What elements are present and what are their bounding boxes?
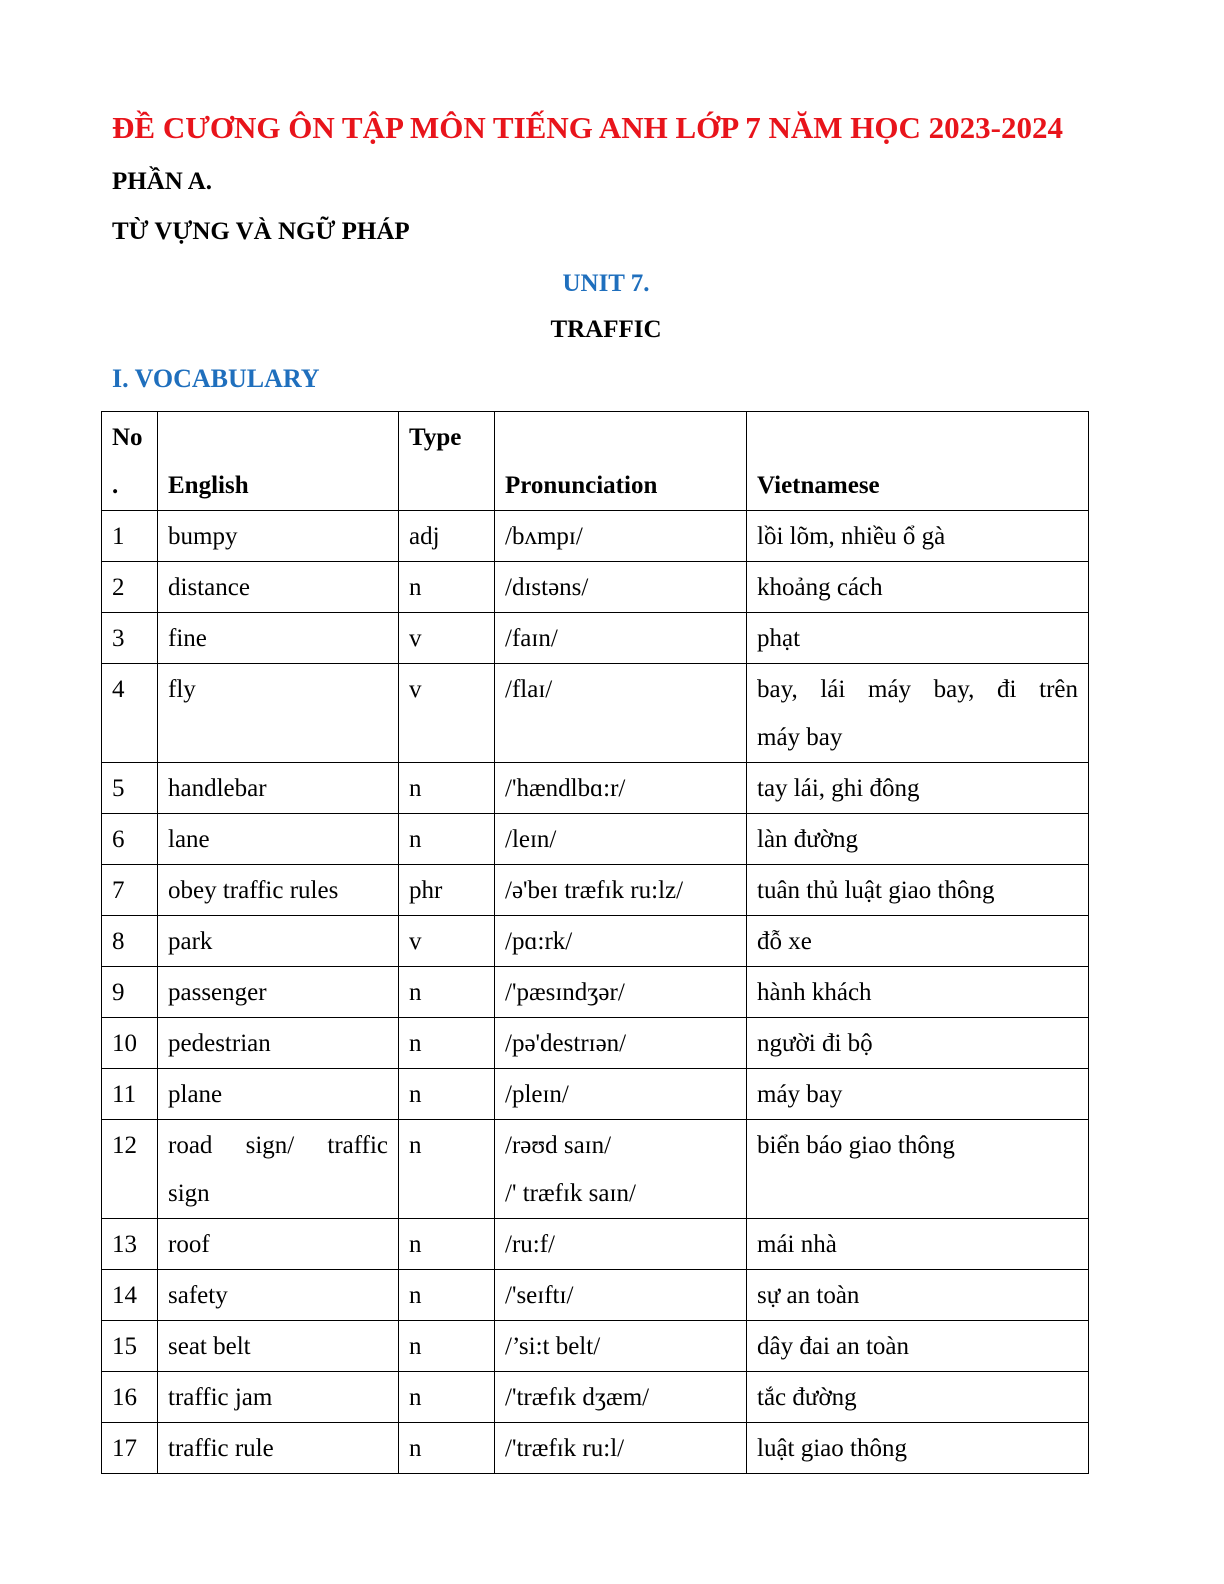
- cell-type: v: [399, 664, 495, 763]
- cell-pronunciation: /dɪstəns/: [495, 562, 747, 613]
- cell-no: 10: [102, 1018, 158, 1069]
- cell-pronunciation: /pɑ:rk/: [495, 916, 747, 967]
- cell-type: v: [399, 613, 495, 664]
- cell-vietnamese: biển báo giao thông: [747, 1120, 1089, 1219]
- cell-vietnamese: khoảng cách: [747, 562, 1089, 613]
- cell-pronunciation: /leɪn/: [495, 814, 747, 865]
- cell-no: 5: [102, 763, 158, 814]
- cell-type: n: [399, 562, 495, 613]
- cell-english: traffic jam: [158, 1372, 399, 1423]
- table-row: [102, 967, 1089, 1018]
- cell-english: [158, 1120, 399, 1219]
- cell-no: 8: [102, 916, 158, 967]
- header-no: [102, 412, 158, 511]
- cell-pronunciation: /flaɪ/: [495, 664, 747, 763]
- cell-type: v: [399, 916, 495, 967]
- cell-no: 4: [102, 664, 158, 763]
- cell-no: 11: [102, 1069, 158, 1120]
- cell-pronunciation: /pleɪn/: [495, 1069, 747, 1120]
- cell-no: 13: [102, 1219, 158, 1270]
- table-row: [102, 1018, 1089, 1069]
- cell-vietnamese-line2: máy bay: [757, 724, 843, 751]
- cell-vietnamese: người đi bộ: [747, 1018, 1089, 1069]
- cell-no: 12: [102, 1120, 158, 1219]
- cell-pronunciation: /'pæsɪndʒər/: [495, 967, 747, 1018]
- cell-english: fine: [158, 613, 399, 664]
- header-pronunciation: Pronunciation: [495, 412, 747, 511]
- table-row: [102, 1423, 1089, 1474]
- cell-type: adj: [399, 511, 495, 562]
- table-row: [102, 511, 1089, 562]
- header-english: English: [158, 412, 399, 511]
- cell-pronunciation: /'træfɪk dʒæm/: [495, 1372, 747, 1423]
- part-heading: PHẦN A.: [112, 168, 212, 195]
- cell-english-line1: road sign/ traffic: [168, 1132, 388, 1159]
- cell-no: 14: [102, 1270, 158, 1321]
- cell-no: 7: [102, 865, 158, 916]
- cell-vietnamese: phạt: [747, 613, 1089, 664]
- section-heading: I. VOCABULARY: [112, 364, 320, 393]
- cell-pronunciation-line2: /' træfɪk saɪn/: [505, 1180, 636, 1207]
- cell-pronunciation: /ə'beɪ træfɪk ru:lz/: [495, 865, 747, 916]
- cell-vietnamese: tuân thủ luật giao thông: [747, 865, 1089, 916]
- cell-pronunciation: /ru:f/: [495, 1219, 747, 1270]
- unit-name: TRAFFIC: [550, 316, 662, 343]
- cell-pronunciation: /'hændlbɑ:r/: [495, 763, 747, 814]
- cell-english: pedestrian: [158, 1018, 399, 1069]
- vocabulary-table: [101, 411, 1089, 1474]
- cell-pronunciation-line1: /rəʊd saɪn/: [505, 1132, 612, 1159]
- table-row: [102, 865, 1089, 916]
- cell-pronunciation: /bʌmpɪ/: [495, 511, 747, 562]
- cell-english: handlebar: [158, 763, 399, 814]
- cell-pronunciation: /pə'destrɪən/: [495, 1018, 747, 1069]
- cell-vietnamese: lồi lõm, nhiều ổ gà: [747, 511, 1089, 562]
- cell-pronunciation: [495, 1120, 747, 1219]
- cell-vietnamese: tay lái, ghi đông: [747, 763, 1089, 814]
- cell-english: distance: [158, 562, 399, 613]
- cell-english: safety: [158, 1270, 399, 1321]
- cell-pronunciation: /faɪn/: [495, 613, 747, 664]
- cell-english: roof: [158, 1219, 399, 1270]
- cell-english: fly: [158, 664, 399, 763]
- table-row: [102, 1120, 1089, 1219]
- table-row: [102, 1270, 1089, 1321]
- cell-no: 6: [102, 814, 158, 865]
- cell-english: passenger: [158, 967, 399, 1018]
- table-row: [102, 562, 1089, 613]
- cell-no: 1: [102, 511, 158, 562]
- cell-english: traffic rule: [158, 1423, 399, 1474]
- cell-type: n: [399, 1372, 495, 1423]
- cell-pronunciation: /’si:t belt/: [495, 1321, 747, 1372]
- table-row: [102, 664, 1089, 763]
- table-row: [102, 613, 1089, 664]
- unit-number: UNIT 7.: [562, 270, 650, 297]
- cell-vietnamese: mái nhà: [747, 1219, 1089, 1270]
- cell-no: 16: [102, 1372, 158, 1423]
- cell-type: n: [399, 1219, 495, 1270]
- cell-vietnamese: tắc đường: [747, 1372, 1089, 1423]
- cell-english-line2: sign: [168, 1180, 210, 1207]
- table-row: [102, 814, 1089, 865]
- cell-vietnamese: dây đai an toàn: [747, 1321, 1089, 1372]
- table-row: [102, 1321, 1089, 1372]
- cell-type: phr: [399, 865, 495, 916]
- cell-english: plane: [158, 1069, 399, 1120]
- table-row: [102, 916, 1089, 967]
- cell-type: n: [399, 1270, 495, 1321]
- table-row: [102, 1372, 1089, 1423]
- table-row: [102, 1219, 1089, 1270]
- cell-type: n: [399, 1321, 495, 1372]
- cell-no: 9: [102, 967, 158, 1018]
- cell-english: seat belt: [158, 1321, 399, 1372]
- cell-no: 3: [102, 613, 158, 664]
- cell-english: obey traffic rules: [158, 865, 399, 916]
- header-no-line2: .: [112, 472, 119, 499]
- cell-pronunciation: /'træfɪk ru:l/: [495, 1423, 747, 1474]
- table-header-row: [102, 412, 1089, 511]
- cell-vietnamese-line1: bay, lái máy bay, đi trên: [757, 676, 1078, 703]
- cell-vietnamese: [747, 664, 1089, 763]
- cell-type: n: [399, 1018, 495, 1069]
- cell-no: 17: [102, 1423, 158, 1474]
- cell-english: bumpy: [158, 511, 399, 562]
- cell-type: n: [399, 1069, 495, 1120]
- cell-vietnamese: sự an toàn: [747, 1270, 1089, 1321]
- header-vietnamese: Vietnamese: [747, 412, 1089, 511]
- header-type: Type: [399, 412, 495, 511]
- table-row: [102, 763, 1089, 814]
- cell-english: park: [158, 916, 399, 967]
- cell-no: 15: [102, 1321, 158, 1372]
- cell-vietnamese: đỗ xe: [747, 916, 1089, 967]
- header-no-line1: No: [112, 424, 143, 451]
- cell-vietnamese: máy bay: [747, 1069, 1089, 1120]
- cell-type: n: [399, 967, 495, 1018]
- topic-heading: TỪ VỰNG VÀ NGỮ PHÁP: [112, 218, 410, 245]
- cell-vietnamese: luật giao thông: [747, 1423, 1089, 1474]
- cell-pronunciation: /'seɪftɪ/: [495, 1270, 747, 1321]
- document-title: ĐỀ CƯƠNG ÔN TẬP MÔN TIẾNG ANH LỚP 7 NĂM HỌC 2023-2024: [112, 110, 1063, 145]
- cell-no: 2: [102, 562, 158, 613]
- table-row: [102, 1069, 1089, 1120]
- cell-type: n: [399, 1423, 495, 1474]
- cell-type: n: [399, 763, 495, 814]
- cell-vietnamese: làn đường: [747, 814, 1089, 865]
- cell-english: lane: [158, 814, 399, 865]
- cell-vietnamese: hành khách: [747, 967, 1089, 1018]
- cell-type: n: [399, 814, 495, 865]
- cell-type: n: [399, 1120, 495, 1219]
